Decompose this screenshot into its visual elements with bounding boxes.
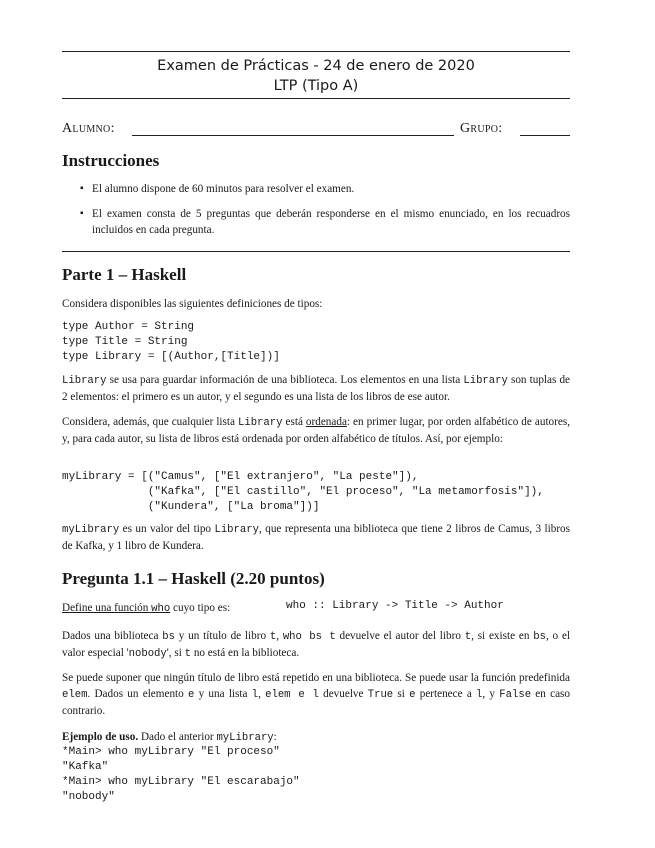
type-definitions: type Author = String type Title = String type Library = [(Author,[Title])] bbox=[62, 321, 280, 363]
grupo-label: Grupo: bbox=[460, 121, 503, 136]
exam-subtitle: LTP (Tipo A) bbox=[273, 78, 359, 94]
instructions-list bbox=[80, 181, 570, 247]
top-rule bbox=[62, 51, 570, 52]
alumno-field[interactable] bbox=[132, 121, 454, 136]
instruction-item: ▪ El examen consta de 5 preguntas que deberán responderse en el mismo enunciado, en los recuadros incluidos en cada pregunta. bbox=[80, 206, 570, 238]
elem-description: Se puede suponer que ningún título de libro está repetido en una biblioteca. Se puede usar la función predefinida elem. Dados un elemento e y una lista l, elem e l devuelve True si e pertenece a l, y False en caso contrario. bbox=[62, 672, 570, 717]
mylibrary-description: myLibrary es un valor del tipo Library, que representa una biblioteca que tiene 2 libros de Camus, 3 libros de Kafka, y 1 libro de Kundera. bbox=[62, 523, 570, 552]
who-description: Dados una biblioteca bs y un título de libro t, who bs t devuelve el autor del libro t, si existe en bs, o el valor especial 'nobody', si t no está en la biblioteca. bbox=[62, 630, 571, 660]
part1-heading: Parte 1 – Haskell bbox=[62, 265, 187, 284]
define-instruction: Define una función who cuyo tipo es: bbox=[62, 602, 231, 615]
instruction-item: ▪ El alumno dispone de 60 minutos para resolver el examen. bbox=[80, 181, 570, 197]
instructions-heading: Instrucciones bbox=[62, 151, 160, 170]
example-library-code: myLibrary = [("Camus", ["El extranjero", "La peste"]), ("Kafka", ["El castillo", "El proceso", "La metamorfosis"]), ("Kundera", ["La broma"])] bbox=[62, 471, 544, 513]
grupo-field[interactable] bbox=[520, 121, 570, 136]
student-row bbox=[62, 121, 570, 141]
exam-title: Examen de Prácticas - 24 de enero de 2020 bbox=[157, 58, 475, 74]
function-signature: who :: Library -> Title -> Author bbox=[286, 600, 504, 612]
instructions-rule bbox=[62, 251, 570, 252]
usage-example-label: Ejemplo de uso. Dado el anterior myLibrary: bbox=[62, 731, 277, 744]
usage-session: *Main> who myLibrary "El proceso" "Kafka" *Main> who myLibrary "El escarabajo" "nobody" bbox=[62, 746, 300, 803]
library-description: Library se usa para guardar información de una biblioteca. Los elementos en una lista Library son tuplas de 2 elementos: el primero es un autor, y el segundo es una lista de los libros de ese autor. bbox=[62, 374, 570, 403]
question-heading: Pregunta 1.1 – Haskell (2.20 puntos) bbox=[62, 569, 325, 588]
part1-intro: Considera disponibles las siguientes definiciones de tipos: bbox=[62, 298, 323, 310]
ordering-description: Considera, además, que cualquier lista Library está ordenada: en primer lugar, por orden alfabético de autores, y, para cada autor, su lista de libros está ordenada por orden alfabético de títulos. Así, por ejemplo: bbox=[62, 416, 570, 445]
header-bottom-rule bbox=[62, 98, 570, 99]
alumno-label: Alumno: bbox=[62, 121, 115, 136]
